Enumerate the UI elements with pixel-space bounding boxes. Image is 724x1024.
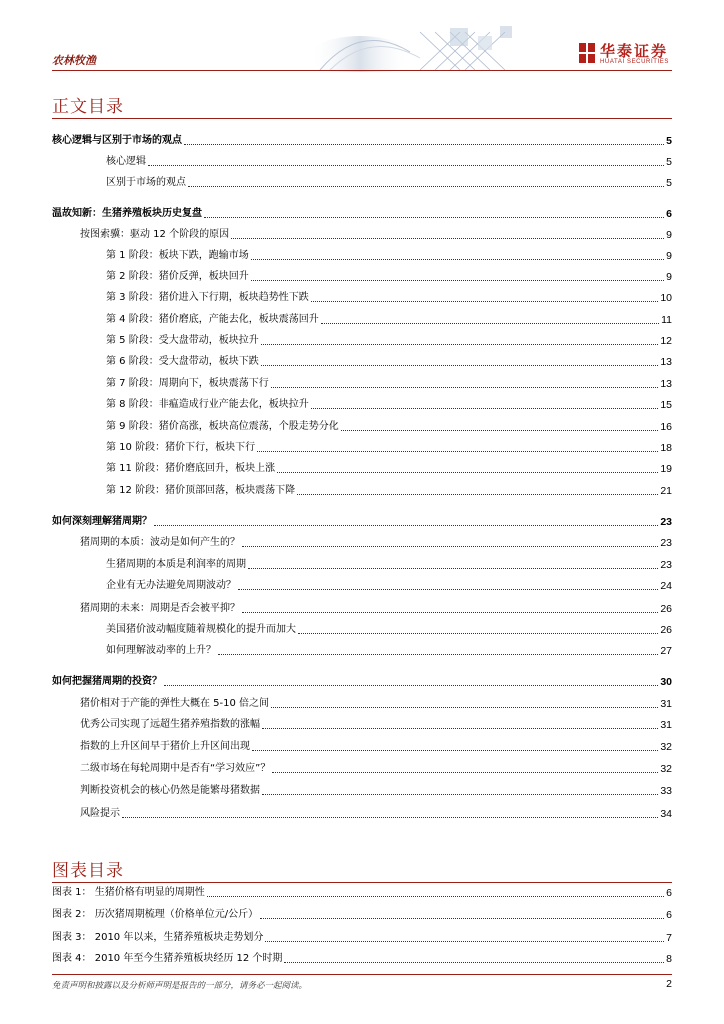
contents-entry-page: 23 bbox=[660, 516, 672, 528]
contents-entry[interactable] bbox=[80, 782, 672, 798]
contents-entry-page: 18 bbox=[660, 442, 672, 454]
contents-entry-label: 第 8 阶段：非瘟造成行业产能去化，板块拉升 bbox=[106, 399, 309, 410]
contents-entry-page: 19 bbox=[660, 463, 672, 475]
contents-entry[interactable] bbox=[80, 760, 672, 776]
page-header bbox=[0, 0, 724, 80]
contents-entry-label: 猪周期的未来：周期是否会被平抑？ bbox=[80, 603, 240, 614]
figures-entry-label: 图表 4： 2010 年至今生猪养殖板块经历 12 个时期 bbox=[52, 953, 283, 964]
contents-entry-label: 二级市场在每轮周期中是否有“学习效应”？ bbox=[80, 763, 271, 774]
figures-entry[interactable] bbox=[52, 906, 672, 922]
dot-leader bbox=[272, 772, 658, 773]
contents-entry-label: 猪价相对于产能的弹性大概在 5-10 倍之间 bbox=[80, 698, 270, 709]
contents-entry-label: 如何把握猪周期的投资？ bbox=[52, 676, 162, 687]
dot-leader bbox=[148, 165, 664, 166]
contents-entry-page: 12 bbox=[660, 335, 672, 347]
contents-entry-label: 猪周期的本质：波动是如何产生的？ bbox=[80, 537, 240, 548]
contents-entry-label: 第 2 阶段：猪价反弹，板块回升 bbox=[106, 271, 249, 282]
contents-entry-page: 23 bbox=[660, 537, 672, 549]
contents-entry-page: 23 bbox=[660, 559, 672, 571]
contents-entry-page: 9 bbox=[666, 271, 672, 283]
contents-entry-label: 生猪周期的本质是利润率的周期 bbox=[106, 559, 246, 570]
figures-title-divider bbox=[52, 882, 672, 883]
contents-entry-page: 33 bbox=[660, 785, 672, 797]
contents-entry-label: 按图索骥：驱动 12 个阶段的原因 bbox=[80, 229, 230, 240]
contents-entry[interactable] bbox=[106, 153, 672, 169]
sector-label: 农林牧渔 bbox=[52, 54, 96, 67]
dot-leader bbox=[218, 654, 658, 655]
contents-entry-label: 优秀公司实现了远超生猪养殖指数的涨幅 bbox=[80, 719, 260, 730]
contents-entry[interactable] bbox=[80, 534, 672, 550]
brand-name: 华泰证券 bbox=[600, 42, 669, 60]
dot-leader bbox=[238, 589, 658, 590]
dot-leader bbox=[188, 186, 664, 187]
contents-entry[interactable] bbox=[106, 642, 672, 658]
contents-entry[interactable] bbox=[106, 556, 672, 572]
figures-entry-page: 6 bbox=[666, 887, 672, 899]
contents-entry-label: 美国猪价波动幅度随着规模化的提升而加大 bbox=[106, 624, 296, 635]
contents-entry-page: 5 bbox=[666, 135, 672, 147]
dot-leader bbox=[260, 918, 664, 919]
dot-leader bbox=[265, 941, 664, 942]
dot-leader bbox=[242, 546, 658, 547]
dot-leader bbox=[271, 387, 659, 388]
contents-entry-label: 风险提示 bbox=[80, 808, 120, 819]
contents-entry-page: 10 bbox=[660, 292, 672, 304]
contents-entry[interactable] bbox=[106, 396, 672, 412]
contents-entry-page: 27 bbox=[660, 645, 672, 657]
contents-entry[interactable] bbox=[106, 247, 672, 263]
contents-entry[interactable] bbox=[106, 460, 672, 476]
dot-leader bbox=[271, 707, 658, 708]
dot-leader bbox=[164, 685, 658, 686]
contents-entry-page: 16 bbox=[660, 421, 672, 433]
contents-entry-page: 11 bbox=[661, 314, 672, 326]
contents-entry-page: 26 bbox=[660, 624, 672, 636]
dot-leader bbox=[257, 451, 658, 452]
dot-leader bbox=[242, 612, 658, 613]
footer-divider bbox=[52, 974, 672, 975]
figures-entry-label: 图表 2： 历次猪周期梳理（价格单位元/公斤） bbox=[52, 909, 259, 920]
contents-entry[interactable] bbox=[106, 375, 672, 391]
contents-entry-page: 31 bbox=[660, 719, 672, 731]
dot-leader bbox=[284, 962, 664, 963]
figures-entry[interactable] bbox=[52, 929, 672, 945]
contents-entry-page: 26 bbox=[660, 603, 672, 615]
dot-leader bbox=[231, 238, 664, 239]
contents-entry-page: 9 bbox=[666, 229, 672, 241]
contents-entry[interactable] bbox=[106, 482, 672, 498]
brand-mark-icon bbox=[578, 41, 596, 65]
contents-entry[interactable] bbox=[80, 805, 672, 821]
contents-entry[interactable] bbox=[52, 205, 672, 221]
contents-entry-page: 32 bbox=[660, 741, 672, 753]
contents-entry-page: 5 bbox=[666, 177, 672, 189]
figures-entry-page: 6 bbox=[666, 909, 672, 921]
contents-entry[interactable] bbox=[80, 695, 672, 711]
figures-entry-label: 图表 3： 2010 年以来，生猪养殖板块走势划分 bbox=[52, 932, 264, 943]
header-divider bbox=[52, 70, 672, 71]
contents-entry-page: 5 bbox=[666, 156, 672, 168]
dot-leader bbox=[251, 280, 664, 281]
contents-entry-page: 13 bbox=[660, 356, 672, 368]
contents-entry-page: 15 bbox=[660, 399, 672, 411]
contents-entry-label: 第 12 阶段：猪价顶部回落，板块震荡下降 bbox=[106, 485, 296, 496]
contents-entry-page: 30 bbox=[660, 676, 672, 688]
contents-entry[interactable] bbox=[52, 673, 672, 689]
dot-leader bbox=[261, 344, 659, 345]
dot-leader bbox=[252, 750, 658, 751]
figures-title: 图表目录 bbox=[52, 861, 124, 881]
contents-entry-page: 31 bbox=[660, 698, 672, 710]
dot-leader bbox=[311, 301, 659, 302]
contents-entry-label: 第 1 阶段：板块下跌，跑输市场 bbox=[106, 250, 249, 261]
contents-entry-page: 32 bbox=[660, 763, 672, 775]
contents-entry[interactable] bbox=[106, 289, 672, 305]
footer-disclaimer: 免责声明和披露以及分析师声明是报告的一部分，请务必一起阅读。 bbox=[52, 981, 308, 991]
contents-entry-page: 21 bbox=[660, 485, 672, 497]
dot-leader bbox=[248, 568, 658, 569]
contents-entry-label: 核心逻辑与区别于市场的观点 bbox=[52, 135, 182, 146]
contents-entry[interactable] bbox=[80, 738, 672, 754]
figures-entry-page: 7 bbox=[666, 932, 672, 944]
contents-entry-label: 如何深刻理解猪周期？ bbox=[52, 516, 152, 527]
contents-entry[interactable] bbox=[106, 353, 672, 369]
contents-entry-label: 第 11 阶段：猪价磨底回升，板块上涨 bbox=[106, 463, 276, 474]
contents-entry[interactable] bbox=[106, 268, 672, 284]
contents-entry[interactable] bbox=[106, 621, 672, 637]
contents-entry-label: 第 3 阶段：猪价进入下行期，板块趋势性下跌 bbox=[106, 292, 309, 303]
contents-entry-label: 区别于市场的观点 bbox=[106, 177, 186, 188]
dot-leader bbox=[204, 217, 664, 218]
dot-leader bbox=[298, 633, 658, 634]
contents-entry[interactable] bbox=[106, 311, 672, 327]
contents-entry-page: 34 bbox=[660, 808, 672, 820]
contents-entry-label: 第 9 阶段：猪价高涨，板块高位震荡，个股走势分化 bbox=[106, 421, 339, 432]
dot-leader bbox=[154, 525, 658, 526]
contents-entry[interactable] bbox=[80, 226, 672, 242]
dot-leader bbox=[311, 408, 659, 409]
figures-entry[interactable] bbox=[52, 884, 672, 900]
contents-entry[interactable] bbox=[106, 332, 672, 348]
contents-entry-label: 如何理解波动率的上升？ bbox=[106, 645, 216, 656]
brand-name-english: HUATAI SECURITIES bbox=[600, 59, 669, 65]
contents-entry-label: 指数的上升区间早于猪价上升区间出现 bbox=[80, 741, 250, 752]
page-number: 2 bbox=[666, 978, 672, 990]
contents-entry[interactable] bbox=[52, 513, 672, 529]
dot-leader bbox=[184, 144, 664, 145]
dot-leader bbox=[321, 323, 659, 324]
contents-entry-label: 第 6 阶段：受大盘带动，板块下跌 bbox=[106, 356, 259, 367]
figures-entry-label: 图表 1： 生猪价格有明显的周期性 bbox=[52, 887, 205, 898]
dot-leader bbox=[261, 365, 659, 366]
contents-entry-label: 判断投资机会的核心仍然是能繁母猪数据 bbox=[80, 785, 260, 796]
contents-entry-label: 第 10 阶段：猪价下行，板块下行 bbox=[106, 442, 256, 453]
contents-title: 正文目录 bbox=[52, 97, 124, 117]
dot-leader bbox=[277, 472, 658, 473]
dot-leader bbox=[122, 817, 658, 818]
brand-logo bbox=[578, 40, 672, 68]
contents-entry[interactable] bbox=[106, 439, 672, 455]
dot-leader bbox=[262, 728, 658, 729]
banner-graphic bbox=[300, 22, 540, 72]
figures-entry-page: 8 bbox=[666, 953, 672, 965]
contents-entry[interactable] bbox=[80, 716, 672, 732]
dot-leader bbox=[262, 794, 658, 795]
dot-leader bbox=[297, 494, 658, 495]
dot-leader bbox=[341, 430, 659, 431]
contents-entry-label: 第 5 阶段：受大盘带动，板块拉升 bbox=[106, 335, 259, 346]
contents-entry-label: 温故知新：生猪养殖板块历史复盘 bbox=[52, 208, 202, 219]
dot-leader bbox=[207, 896, 664, 897]
contents-entry-page: 24 bbox=[660, 580, 672, 592]
contents-entry-label: 企业有无办法避免周期波动？ bbox=[106, 580, 236, 591]
contents-entry-page: 6 bbox=[666, 208, 672, 220]
contents-title-divider bbox=[52, 118, 672, 119]
contents-entry[interactable] bbox=[106, 174, 672, 190]
dot-leader bbox=[251, 259, 664, 260]
contents-entry[interactable] bbox=[106, 577, 672, 593]
contents-entry-page: 13 bbox=[660, 378, 672, 390]
contents-entry[interactable] bbox=[52, 132, 672, 148]
contents-entry-label: 第 4 阶段：猪价磨底，产能去化，板块震荡回升 bbox=[106, 314, 319, 325]
contents-entry-label: 核心逻辑 bbox=[106, 156, 146, 167]
contents-entry[interactable] bbox=[80, 600, 672, 616]
figures-entry[interactable] bbox=[52, 950, 672, 966]
contents-entry[interactable] bbox=[106, 418, 672, 434]
contents-entry-label: 第 7 阶段：周期向下，板块震荡下行 bbox=[106, 378, 269, 389]
contents-entry-page: 9 bbox=[666, 250, 672, 262]
